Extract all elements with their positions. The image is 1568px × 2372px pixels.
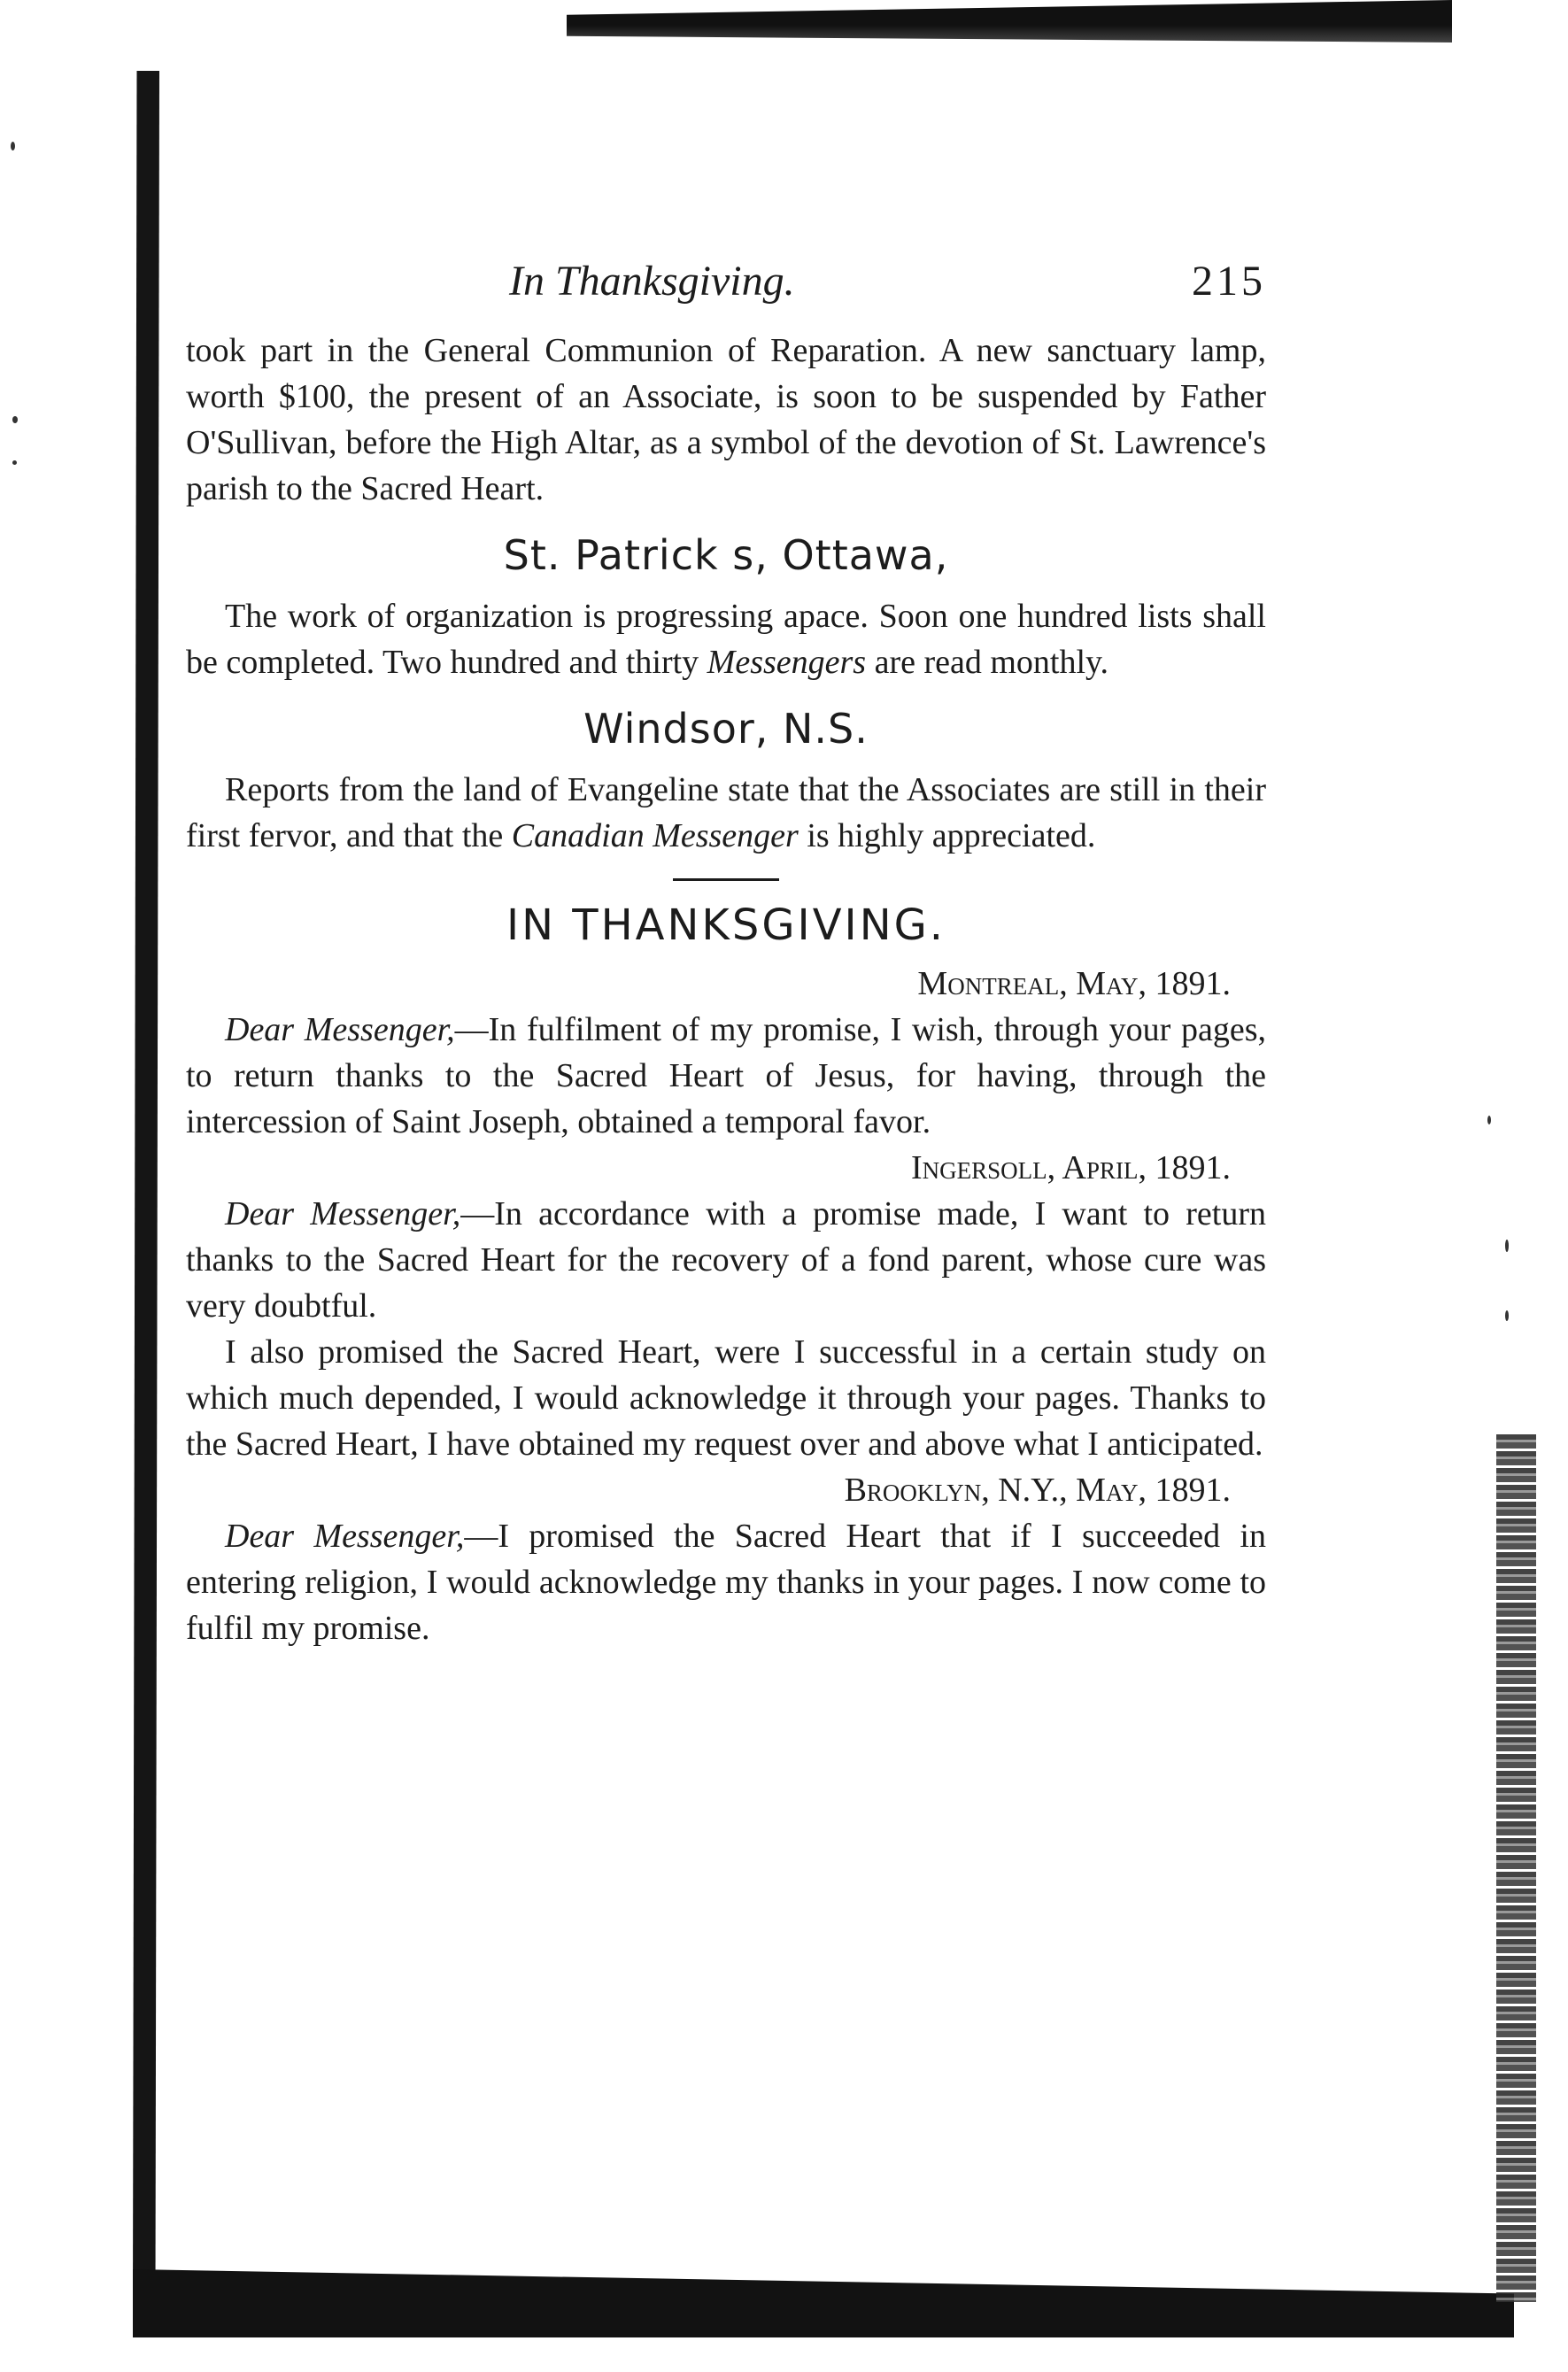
st-patricks-italic: Messengers [707, 644, 867, 681]
letter-extra-paragraph: I also promised the Sacred Heart, were I successful in a certain study on which much depended, I would acknowledge it through your pages. Thanks to the Sacred Heart, I have obtained my request over and above what I anticipated. [186, 1333, 1266, 1463]
st-patricks-heading: St. Patrick s, Ottawa, [503, 531, 949, 579]
running-head [186, 257, 1266, 328]
scan-speck [11, 142, 15, 151]
letter-body [186, 1191, 1266, 1329]
scan-edge-bottom [133, 2240, 1514, 2337]
windsor-paragraph [186, 767, 1266, 859]
letter-salutation: Dear Messenger, [225, 1011, 455, 1048]
scan-speck [1505, 1240, 1509, 1252]
st-patricks-paragraph [186, 593, 1266, 685]
scan-speck [1505, 1310, 1509, 1321]
scan-speck [12, 416, 18, 423]
page-number: 215 [1192, 258, 1266, 305]
running-title: In Thanksgiving. [509, 258, 795, 305]
thanksgiving-heading: IN THANKSGIVING. [506, 900, 946, 950]
scan-edge-right [1496, 1434, 1536, 2302]
windsor-heading: Windsor, N.S. [583, 705, 869, 753]
letter-salutation: Dear Messenger, [225, 1195, 461, 1232]
letter-dateline: Ingersoll, April, 1891. [910, 1149, 1231, 1186]
windsor-italic: Canadian Messenger [511, 817, 799, 854]
st-patricks-text-end: are read monthly. [866, 644, 1109, 681]
letter-dateline: Brooklyn, N.Y., May, 1891. [844, 1472, 1231, 1509]
intro-paragraph: took part in the General Communion of Reparation. A new sanctuary lamp, worth $100, the present of an Associate, is soon to be suspended by Father O'Sullivan, before the High Altar, as a symbol of the devotion of St. Lawrence's parish to the Sacred Heart. [186, 332, 1266, 507]
scan-edge-left [133, 71, 159, 2302]
book-page [186, 257, 1266, 1651]
scan-edge-top [567, 0, 1452, 42]
letter-body [186, 1513, 1266, 1651]
windsor-text-end: is highly appreciated. [798, 817, 1096, 854]
st-patricks-text: The work of organization is progressing apace. Soon one hundred lists shall be completed. Two hundred and thirty [186, 598, 1266, 681]
windsor-text: Reports from the land of Evangeline state that the Associates are still in their first fervor, and that the [186, 771, 1266, 854]
letter-dateline: Montreal, May, 1891. [917, 965, 1231, 1002]
scan-speck [1487, 1116, 1491, 1124]
letter-text: —I promised the Sacred Heart that if I succeeded in entering religion, I would acknowledge my thanks in your pages. I now come to fulfil my promise. [186, 1518, 1266, 1647]
letter-body [186, 1007, 1266, 1145]
letter-salutation: Dear Messenger, [225, 1518, 465, 1555]
scan-speck [12, 460, 17, 465]
letter-text: —In accordance with a promise made, I want to return thanks to the Sacred Heart for the recovery of a fond parent, whose cure was very doubtful. [186, 1195, 1266, 1325]
letter-text: —In fulfilment of my promise, I wish, through your pages, to return thanks to the Sacred Heart of Jesus, for having, through the intercession of Saint Joseph, obtained a temporal favor. [186, 1011, 1266, 1140]
section-divider [673, 878, 779, 881]
